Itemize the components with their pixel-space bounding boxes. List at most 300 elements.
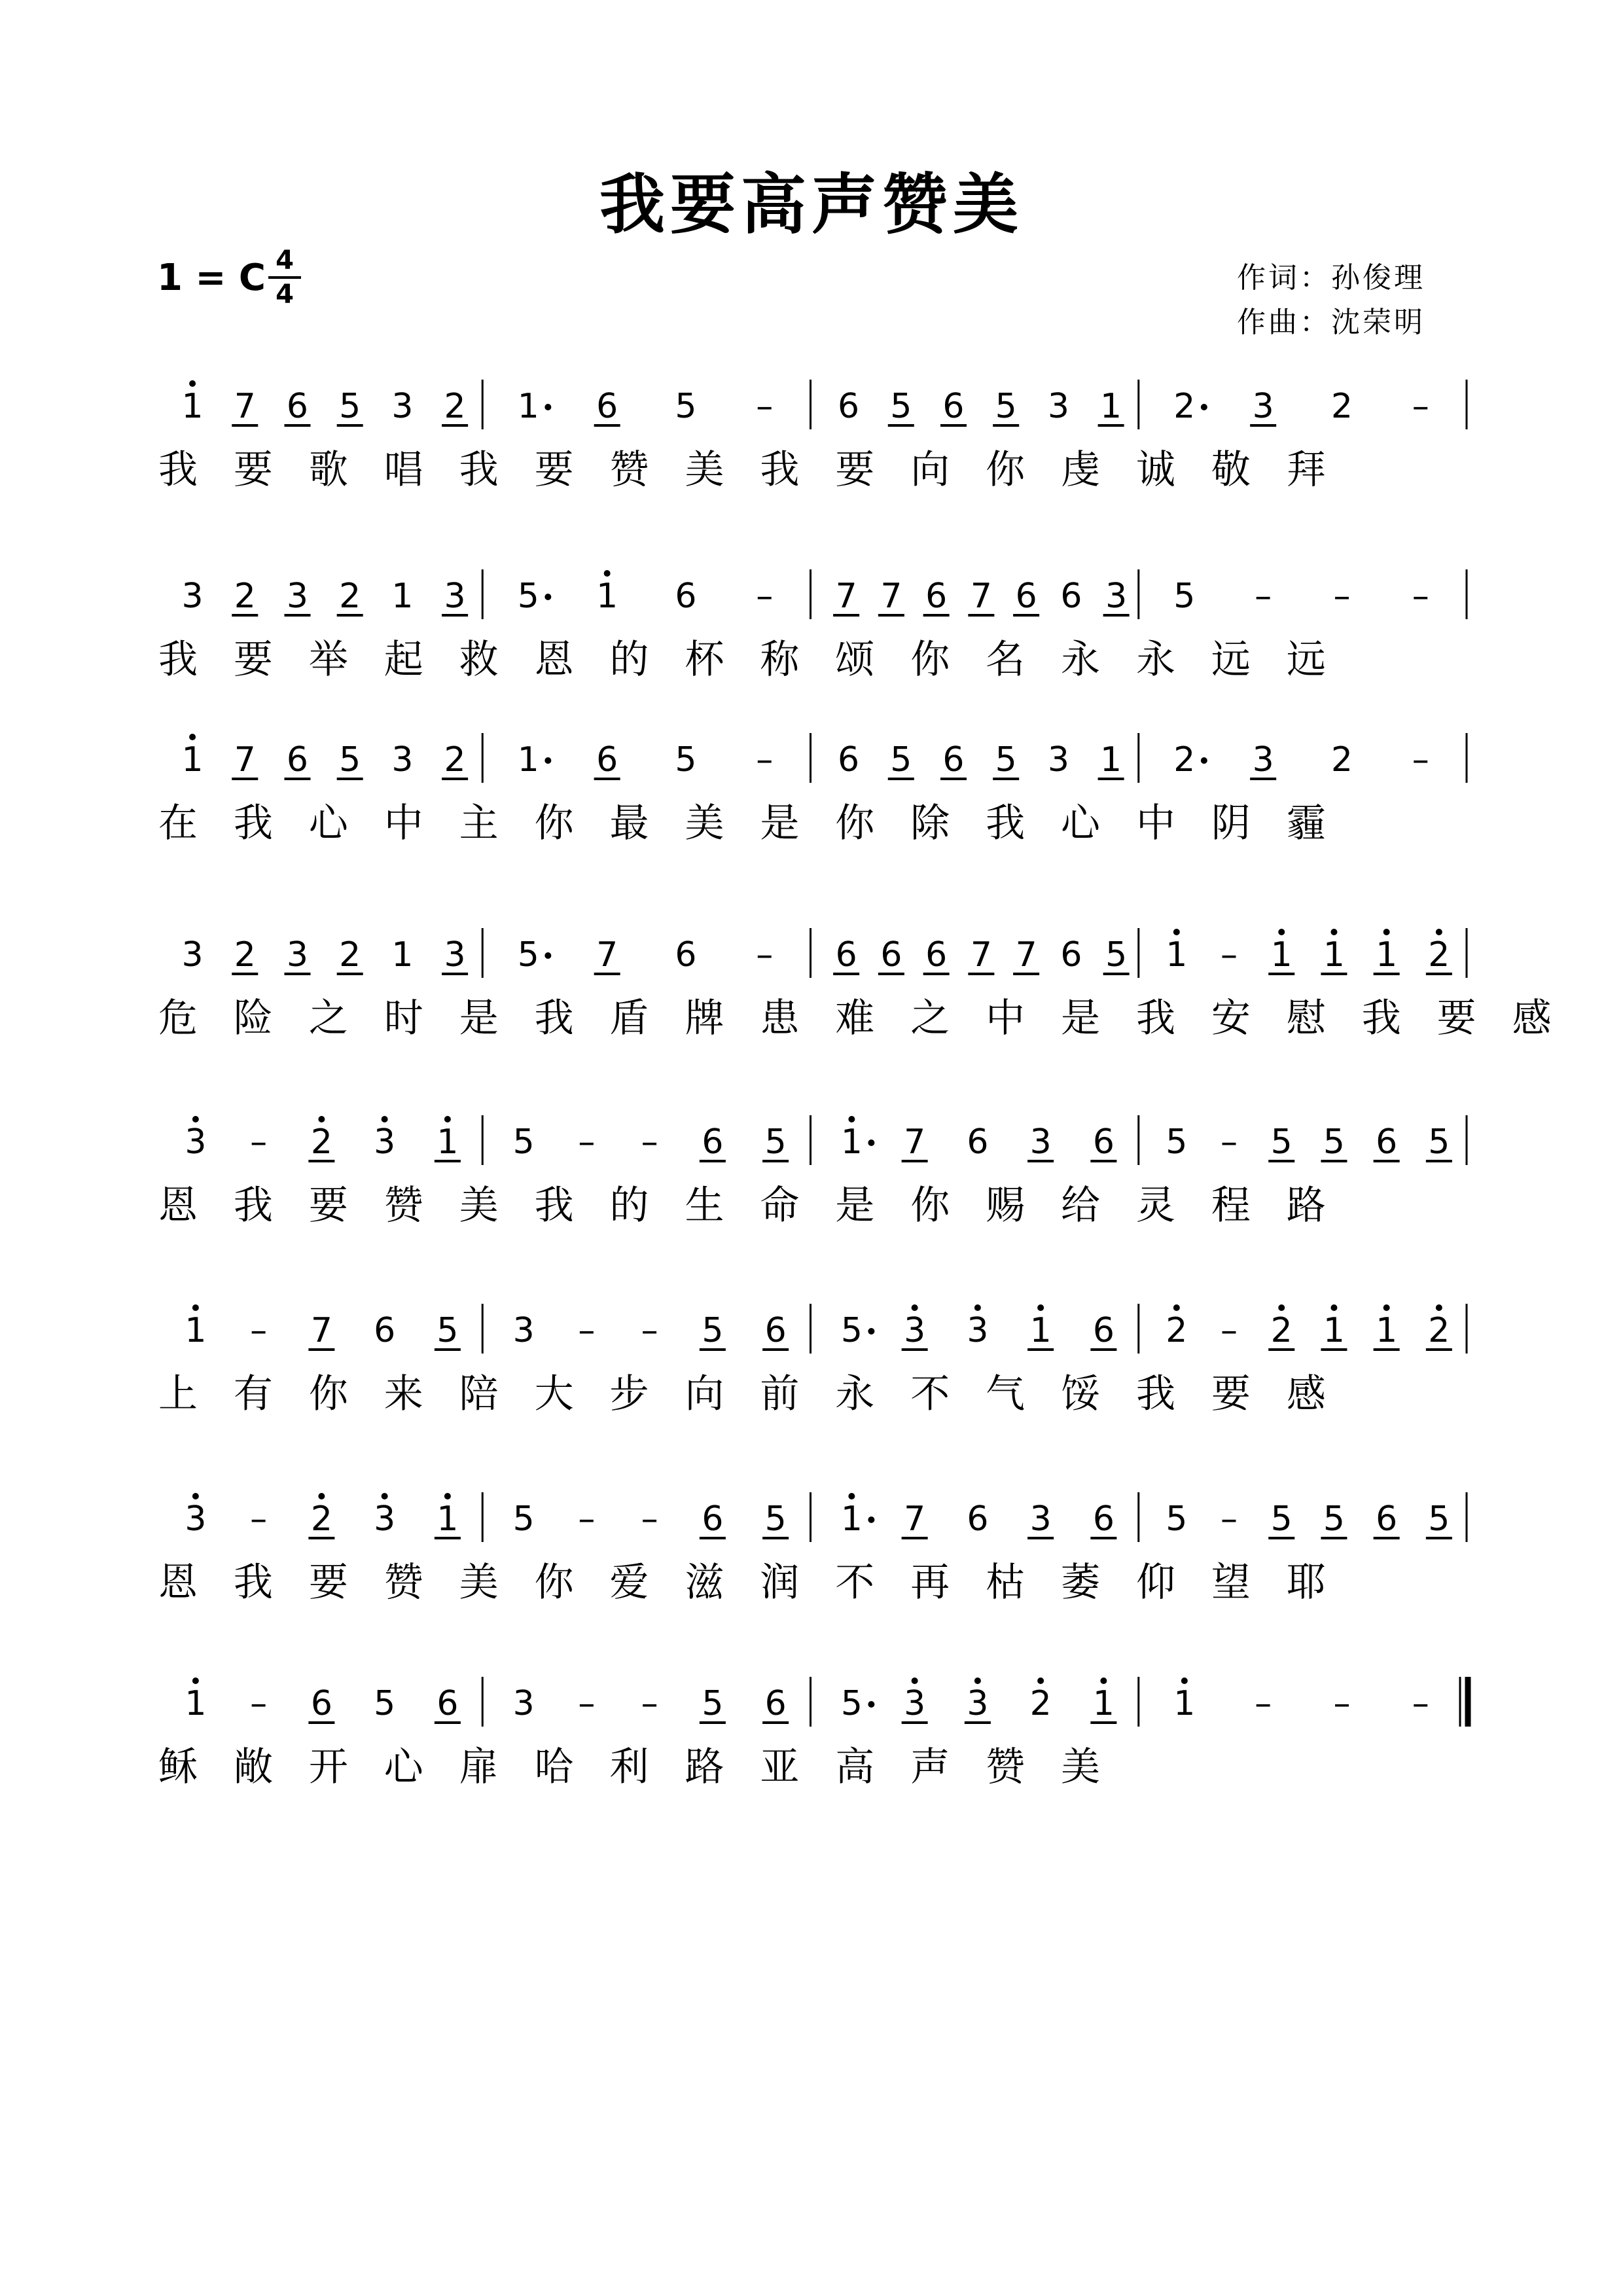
lyric-character: 利 [609, 1744, 649, 1790]
lyric-character: 中 [383, 800, 423, 846]
lyric-character: 的 [609, 637, 649, 683]
note-3: 3 [286, 577, 309, 616]
lyricist-credit: 作词：孙俊理 [1237, 261, 1425, 295]
lyric-character: 路 [1286, 1183, 1326, 1229]
lyric-character: 名 [986, 637, 1026, 683]
note-5: 5 [517, 935, 539, 975]
high-octave-dot [318, 1493, 325, 1499]
note-5: 5 [512, 1499, 535, 1539]
lyric-character: 唱 [383, 447, 423, 493]
dash-note: – [1412, 1684, 1429, 1723]
lyric-character: 滋 [685, 1560, 724, 1605]
lyric-character: 感 [1286, 1371, 1326, 1417]
high-octave-dot [1278, 929, 1285, 935]
lyric-character: 路 [685, 1744, 724, 1790]
note-6: 6 [880, 935, 902, 975]
lyric-character: 有 [233, 1371, 273, 1417]
lyric-character: 盾 [609, 996, 649, 1041]
lyric-character: 诚 [1135, 447, 1175, 493]
high-octave-dot [189, 734, 196, 740]
lyric-character: 耶 [1286, 1560, 1326, 1605]
note-2: 2 [1330, 387, 1353, 426]
lyric-character: 杯 [685, 637, 724, 683]
note-6: 6 [764, 1684, 787, 1723]
note-6: 6 [942, 387, 965, 426]
lyric-character: 馁 [1061, 1371, 1101, 1417]
lyric-character: 要 [233, 447, 273, 493]
note-2: 2 [1330, 740, 1353, 780]
lyric-character: 哈 [534, 1744, 574, 1790]
note-7: 7 [970, 577, 992, 616]
dash-note: – [756, 387, 774, 426]
high-octave-dot [1173, 929, 1180, 935]
note-7: 7 [904, 1499, 926, 1539]
lyric-character: 要 [233, 637, 273, 683]
lyric-character: 稣 [158, 1744, 198, 1790]
lyric-character: 患 [760, 996, 800, 1041]
note-6: 6 [702, 1122, 724, 1162]
dash-note: – [641, 1122, 658, 1162]
note-1: 1 [840, 1499, 863, 1539]
lyric-character: 我 [233, 1183, 273, 1229]
note-7: 7 [310, 1311, 332, 1350]
lyric-character: 险 [233, 996, 273, 1041]
dash-note: – [1255, 1684, 1272, 1723]
high-octave-dot [318, 1116, 325, 1122]
high-octave-dot [1173, 1304, 1180, 1311]
note-7: 7 [596, 935, 618, 975]
note-7: 7 [234, 740, 256, 780]
lyric-character: 赞 [609, 447, 649, 493]
note-1: 1 [1092, 1684, 1115, 1723]
note-6: 6 [838, 387, 860, 426]
lyric-character: 永 [835, 1371, 875, 1417]
note-3: 3 [1047, 387, 1069, 426]
note-6: 6 [1015, 577, 1037, 616]
note-1: 1 [437, 1122, 459, 1162]
note-5: 5 [1270, 1499, 1293, 1539]
lyric-character: 虔 [1061, 447, 1101, 493]
lyric-character: 仰 [1135, 1560, 1175, 1605]
note-6: 6 [942, 740, 965, 780]
augmentation-dot [868, 1139, 874, 1146]
high-octave-dot [192, 1677, 199, 1684]
lyric-character: 美 [459, 1183, 499, 1229]
lyric-character: 不 [910, 1371, 950, 1417]
note-1: 1 [185, 1311, 207, 1350]
lyric-character: 我 [534, 996, 574, 1041]
note-5: 5 [1428, 1122, 1450, 1162]
note-2: 2 [310, 1122, 332, 1162]
lyric-character: 向 [910, 447, 950, 493]
dash-note: – [756, 577, 774, 616]
note-3: 3 [391, 740, 414, 780]
lyric-character: 拜 [1286, 447, 1326, 493]
lyric-character: 望 [1211, 1560, 1251, 1605]
note-6: 6 [374, 1311, 396, 1350]
lyric-character: 的 [609, 1183, 649, 1229]
augmentation-dot [544, 404, 551, 410]
lyric-character: 声 [910, 1744, 950, 1790]
lyric-character: 润 [760, 1560, 800, 1605]
note-1: 1 [1323, 935, 1345, 975]
high-octave-dot [1436, 929, 1442, 935]
high-octave-dot [912, 1304, 918, 1311]
note-3: 3 [444, 935, 466, 975]
note-6: 6 [1092, 1311, 1115, 1350]
high-octave-dot [1278, 1304, 1285, 1311]
high-octave-dot [1383, 929, 1390, 935]
note-1: 1 [1173, 1684, 1196, 1723]
lyric-character: 我 [233, 1560, 273, 1605]
lyric-character: 恩 [158, 1183, 198, 1229]
note-3: 3 [904, 1311, 926, 1350]
note-2: 2 [1029, 1684, 1052, 1723]
lyric-character: 除 [910, 800, 950, 846]
note-3: 3 [904, 1684, 926, 1723]
note-5: 5 [702, 1684, 724, 1723]
note-3: 3 [444, 577, 466, 616]
lyric-character: 恩 [534, 637, 574, 683]
key-signature: 1 = C [157, 257, 266, 299]
lyric-character: 你 [308, 1371, 348, 1417]
lyric-character: 在 [158, 800, 198, 846]
high-octave-dot [974, 1304, 981, 1311]
note-1: 1 [517, 740, 539, 780]
lyric-character: 远 [1211, 637, 1251, 683]
lyric-character: 中 [986, 996, 1026, 1041]
note-1: 1 [1029, 1311, 1052, 1350]
lyric-character: 你 [835, 800, 875, 846]
note-2: 2 [1173, 740, 1196, 780]
note-5: 5 [374, 1684, 396, 1723]
high-octave-dot [192, 1493, 199, 1499]
note-5: 5 [995, 387, 1017, 426]
note-5: 5 [840, 1311, 863, 1350]
note-2: 2 [444, 740, 466, 780]
dash-note: – [641, 1684, 658, 1723]
lyric-character: 心 [1061, 800, 1101, 846]
lyric-character: 扉 [459, 1744, 499, 1790]
lyric-character: 感 [1512, 996, 1552, 1041]
lyric-character: 前 [760, 1371, 800, 1417]
lyric-character: 举 [308, 637, 348, 683]
lyric-character: 我 [459, 447, 499, 493]
dash-note: – [250, 1499, 268, 1539]
augmentation-dot [544, 952, 551, 959]
note-1: 1 [517, 387, 539, 426]
time-signature-top: 4 [276, 245, 294, 276]
note-1: 1 [391, 577, 414, 616]
lyric-character: 恩 [158, 1560, 198, 1605]
lyric-character: 大 [534, 1371, 574, 1417]
note-6: 6 [1092, 1499, 1115, 1539]
lyric-character: 要 [308, 1183, 348, 1229]
dash-note: – [578, 1311, 596, 1350]
dash-note: – [250, 1311, 268, 1350]
note-3: 3 [967, 1684, 989, 1723]
lyric-character: 时 [383, 996, 423, 1041]
note-6: 6 [596, 387, 618, 426]
note-3: 3 [185, 1122, 207, 1162]
note-5: 5 [702, 1311, 724, 1350]
dash-note: – [1333, 1684, 1351, 1723]
note-5: 5 [1428, 1499, 1450, 1539]
lyric-character: 要 [1436, 996, 1476, 1041]
note-6: 6 [967, 1122, 989, 1162]
lyric-character: 气 [986, 1371, 1026, 1417]
lyric-character: 开 [308, 1744, 348, 1790]
lyric-character: 敬 [1211, 447, 1251, 493]
note-5: 5 [890, 740, 912, 780]
dash-note: – [578, 1499, 596, 1539]
note-2: 2 [444, 387, 466, 426]
note-6: 6 [286, 740, 309, 780]
high-octave-dot [1037, 1677, 1044, 1684]
note-1: 1 [1100, 740, 1122, 780]
lyric-character: 最 [609, 800, 649, 846]
note-3: 3 [181, 935, 204, 975]
dash-note: – [250, 1122, 268, 1162]
high-octave-dot [974, 1677, 981, 1684]
lyric-character: 是 [760, 800, 800, 846]
note-6: 6 [1376, 1122, 1398, 1162]
lyric-character: 我 [233, 800, 273, 846]
dash-note: – [756, 740, 774, 780]
dash-note: – [1412, 387, 1429, 426]
lyric-character: 要 [835, 447, 875, 493]
note-5: 5 [517, 577, 539, 616]
lyric-character: 你 [986, 447, 1026, 493]
note-5: 5 [512, 1122, 535, 1162]
note-2: 2 [1428, 1311, 1450, 1350]
note-3: 3 [967, 1311, 989, 1350]
note-7: 7 [835, 577, 857, 616]
note-1: 1 [1100, 387, 1122, 426]
lyric-character: 称 [760, 637, 800, 683]
lyric-character: 主 [459, 800, 499, 846]
note-3: 3 [286, 935, 309, 975]
lyric-character: 中 [1135, 800, 1175, 846]
augmentation-dot [868, 1516, 874, 1523]
lyric-character: 爱 [609, 1560, 649, 1605]
lyric-character: 程 [1211, 1183, 1251, 1229]
lyric-character: 再 [910, 1560, 950, 1605]
high-octave-dot [604, 570, 611, 577]
dash-note: – [756, 935, 774, 975]
note-5: 5 [437, 1311, 459, 1350]
note-1: 1 [181, 740, 204, 780]
lyric-character: 命 [760, 1183, 800, 1229]
note-6: 6 [835, 935, 857, 975]
note-6: 6 [764, 1311, 787, 1350]
lyric-character: 萎 [1061, 1560, 1101, 1605]
lyric-character: 步 [609, 1371, 649, 1417]
dash-note: – [1221, 1499, 1238, 1539]
note-3: 3 [1105, 577, 1128, 616]
note-6: 6 [1060, 577, 1082, 616]
lyric-character: 你 [910, 1183, 950, 1229]
note-2: 2 [1173, 387, 1196, 426]
note-6: 6 [702, 1499, 724, 1539]
lyric-character: 不 [835, 1560, 875, 1605]
note-5: 5 [890, 387, 912, 426]
note-3: 3 [512, 1684, 535, 1723]
note-6: 6 [1060, 935, 1082, 975]
note-7: 7 [970, 935, 992, 975]
lyric-character: 你 [534, 1560, 574, 1605]
lyric-character: 危 [158, 996, 198, 1041]
lyric-character: 敞 [233, 1744, 273, 1790]
note-1: 1 [596, 577, 618, 616]
note-6: 6 [437, 1684, 459, 1723]
lyric-character: 心 [308, 800, 348, 846]
lyric-character: 我 [1361, 996, 1401, 1041]
lyric-character: 美 [685, 800, 724, 846]
high-octave-dot [192, 1304, 199, 1311]
dash-note: – [1221, 1311, 1238, 1350]
lyric-character: 要 [534, 447, 574, 493]
lyric-character: 我 [760, 447, 800, 493]
lyric-character: 起 [383, 637, 423, 683]
augmentation-dot [868, 1328, 874, 1335]
dash-note: – [641, 1311, 658, 1350]
note-1: 1 [391, 935, 414, 975]
note-3: 3 [1252, 740, 1274, 780]
note-5: 5 [1105, 935, 1128, 975]
note-6: 6 [675, 577, 697, 616]
lyric-character: 是 [1061, 996, 1101, 1041]
note-1: 1 [1323, 1311, 1345, 1350]
note-2: 2 [339, 577, 361, 616]
note-6: 6 [1376, 1499, 1398, 1539]
high-octave-dot [1100, 1677, 1107, 1684]
note-6: 6 [925, 935, 948, 975]
lyric-character: 永 [1135, 637, 1175, 683]
lyric-character: 阴 [1211, 800, 1251, 846]
lyric-character: 我 [158, 447, 198, 493]
augmentation-dot [544, 757, 551, 764]
high-octave-dot [444, 1116, 451, 1122]
lyric-character: 要 [1211, 1371, 1251, 1417]
lyric-character: 赞 [383, 1183, 423, 1229]
note-3: 3 [185, 1499, 207, 1539]
lyric-character: 霾 [1286, 800, 1326, 846]
high-octave-dot [848, 1493, 855, 1499]
song-title: 我要高声赞美 [599, 166, 1024, 243]
lyric-character: 向 [685, 1371, 724, 1417]
high-octave-dot [1330, 1304, 1337, 1311]
note-5: 5 [764, 1499, 787, 1539]
dash-note: – [1412, 577, 1429, 616]
note-6: 6 [596, 740, 618, 780]
note-6: 6 [310, 1684, 332, 1723]
lyric-character: 上 [158, 1371, 198, 1417]
lyric-character: 高 [835, 1744, 875, 1790]
high-octave-dot [1330, 929, 1337, 935]
note-2: 2 [1270, 1311, 1293, 1350]
note-3: 3 [181, 577, 204, 616]
lyric-character: 要 [308, 1560, 348, 1605]
dash-note: – [1221, 1122, 1238, 1162]
augmentation-dot [544, 594, 551, 600]
lyric-character: 我 [1135, 1371, 1175, 1417]
lyric-character: 心 [383, 1744, 423, 1790]
lyric-character: 生 [685, 1183, 724, 1229]
note-5: 5 [1323, 1122, 1345, 1162]
lyric-character: 美 [1061, 1744, 1101, 1790]
high-octave-dot [1181, 1677, 1188, 1684]
note-2: 2 [1166, 1311, 1188, 1350]
high-octave-dot [382, 1493, 388, 1499]
lyric-character: 安 [1211, 996, 1251, 1041]
dash-note: – [578, 1684, 596, 1723]
note-3: 3 [374, 1122, 396, 1162]
lyric-character: 难 [835, 996, 875, 1041]
lyric-character: 歌 [308, 447, 348, 493]
note-5: 5 [1270, 1122, 1293, 1162]
note-5: 5 [339, 387, 361, 426]
note-5: 5 [675, 387, 697, 426]
lyric-character: 是 [835, 1183, 875, 1229]
note-7: 7 [904, 1122, 926, 1162]
lyric-character: 远 [1286, 637, 1326, 683]
note-5: 5 [675, 740, 697, 780]
lyric-character: 慰 [1286, 996, 1326, 1041]
augmentation-dot [1201, 404, 1207, 410]
augmentation-dot [868, 1701, 874, 1708]
lyric-character: 赐 [986, 1183, 1026, 1229]
lyric-character: 我 [534, 1183, 574, 1229]
lyric-character: 赞 [986, 1744, 1026, 1790]
lyric-character: 永 [1061, 637, 1101, 683]
lyric-character: 亚 [760, 1744, 800, 1790]
note-5: 5 [1323, 1499, 1345, 1539]
high-octave-dot [1436, 1304, 1442, 1311]
time-signature-bottom: 4 [276, 279, 294, 310]
lyric-character: 救 [459, 637, 499, 683]
note-3: 3 [374, 1499, 396, 1539]
note-2: 2 [339, 935, 361, 975]
note-1: 1 [181, 387, 204, 426]
note-1: 1 [437, 1499, 459, 1539]
lyric-character: 赞 [383, 1560, 423, 1605]
lyric-character: 我 [1135, 996, 1175, 1041]
note-7: 7 [1015, 935, 1037, 975]
note-1: 1 [185, 1684, 207, 1723]
high-octave-dot [189, 380, 196, 387]
note-3: 3 [1029, 1122, 1052, 1162]
lyric-character: 我 [158, 637, 198, 683]
high-octave-dot [1037, 1304, 1044, 1311]
high-octave-dot [1383, 1304, 1390, 1311]
lyric-character: 我 [986, 800, 1026, 846]
note-2: 2 [310, 1499, 332, 1539]
high-octave-dot [444, 1493, 451, 1499]
note-6: 6 [925, 577, 948, 616]
dash-note: – [1412, 740, 1429, 780]
note-1: 1 [1376, 1311, 1398, 1350]
note-1: 1 [1270, 935, 1293, 975]
note-3: 3 [1047, 740, 1069, 780]
high-octave-dot [382, 1116, 388, 1122]
lyric-character: 灵 [1135, 1183, 1175, 1229]
note-6: 6 [286, 387, 309, 426]
note-6: 6 [967, 1499, 989, 1539]
dash-note: – [250, 1684, 268, 1723]
lyric-character: 是 [459, 996, 499, 1041]
lyric-character: 之 [308, 996, 348, 1041]
